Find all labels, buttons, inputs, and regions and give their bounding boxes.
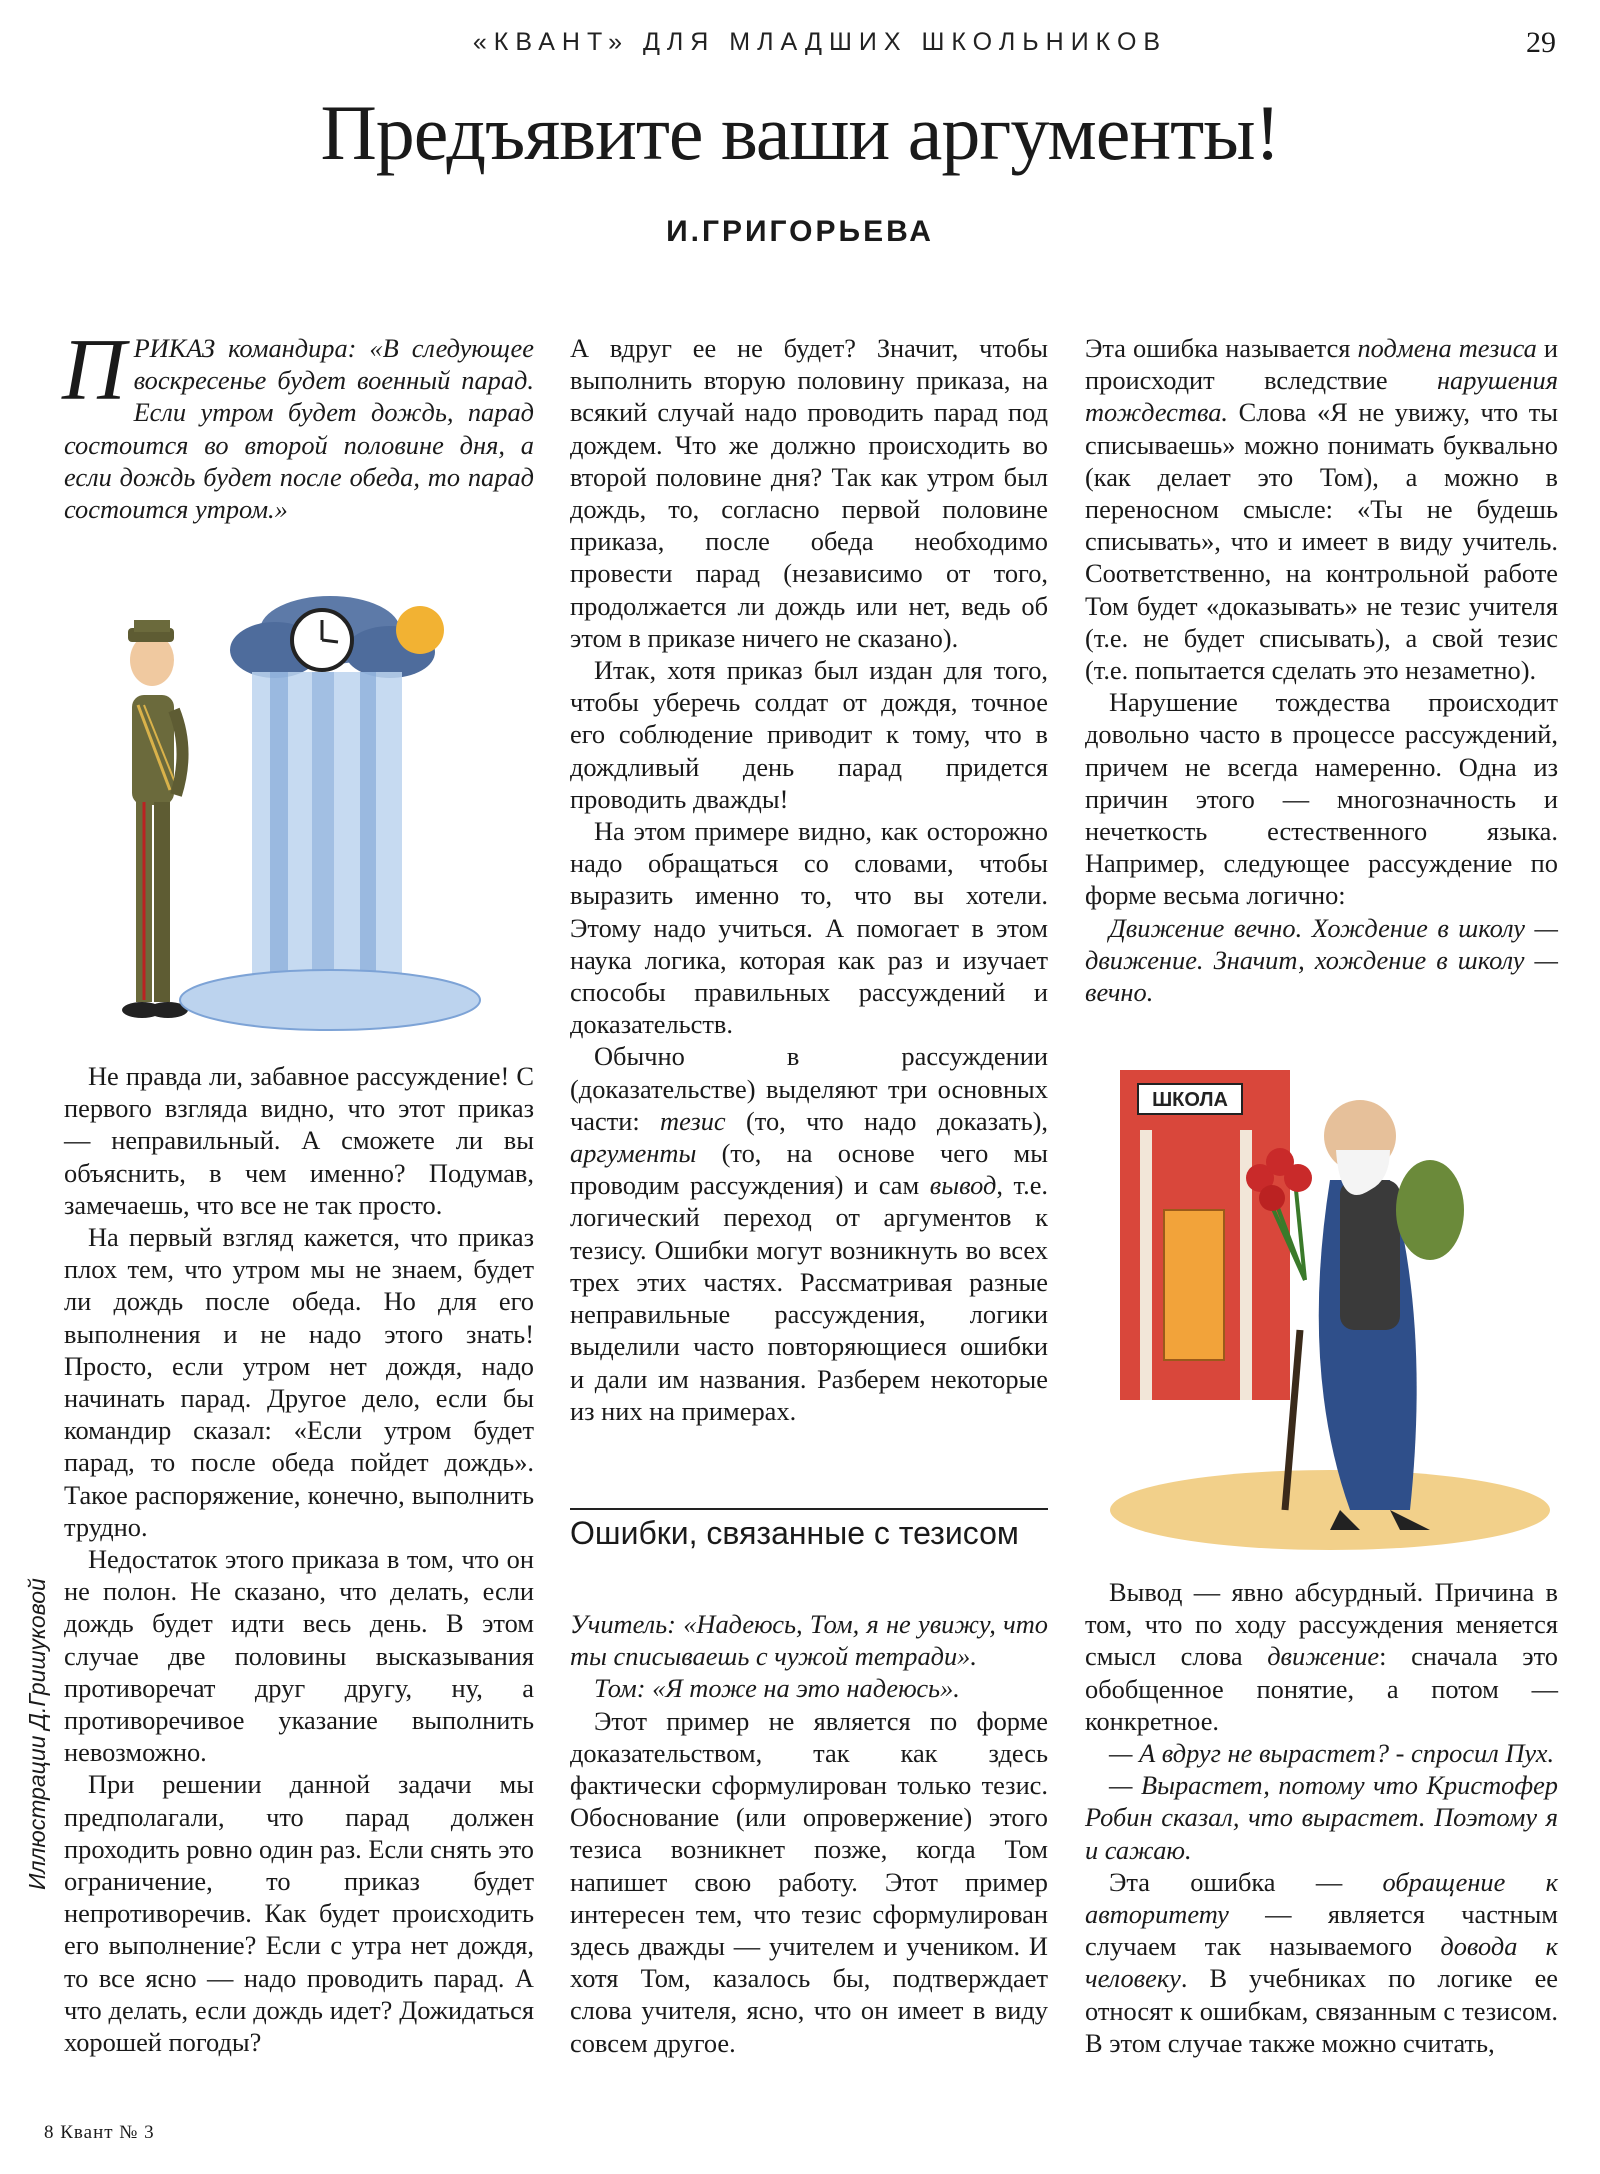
rain-cloud [180, 596, 480, 1030]
column-3-top [1085, 332, 1558, 1008]
soldier-rain-illustration [80, 590, 510, 1050]
quote-pooh: — А вдруг не вырастет? - спросил Пух. [1109, 1738, 1555, 1769]
school-sign: ШКОЛА [1152, 1089, 1228, 1111]
paragraph: Эта ошибка — обращение к авторитету — является частным случаем так называемого довода к человеку. В учебниках по логике ее относят к ошибкам, связанным с тезисом. В этом случае также можно считать, [1085, 1866, 1558, 2058]
section-heading: Ошибки, связанные с тезисом [570, 1515, 1019, 1551]
column-3-bottom [1085, 1576, 1558, 2059]
paragraph: Нарушение тождества происходит довольно часто в процессе рассуждений, причем не всегда намеренно. Одна из причин этого — многозначность и нечеткость естественного языка. Например, следующее рассуждение по форме весьма логично: [1085, 687, 1558, 911]
paragraph: Вывод — явно абсурдный. Причина в том, что по ходу рассуждения меняется смысл слова движение: сначала это обобщенное понятие, а потом — конкретное. [1085, 1577, 1558, 1736]
paragraph: Не правда ли, забавное рассуждение! С первого взгляда видно, что этот приказ — неправильный. А сможете ли вы объяснить, в чем именно? Подумав, замечаешь, что все не так просто. [64, 1061, 534, 1220]
paragraph: Итак, хотя приказ был издан для того, чтобы уберечь солдат от дождя, точное его соблюдение приводит к тому, что в дождливый день парад придется проводить дважды! [570, 655, 1048, 814]
paragraph: На первый взгляд кажется, что приказ плох тем, что утром мы не знаем, будет ли дождь после обеда. Но для его выполнения и не надо этого знать! Просто, если утром нет дождя, надо начинать парад. Другое дело, если бы командир сказал: «Если утром будет парад, то после обеда пойдет дождь». Такое распоряжение, конечно, выполнить трудно. [64, 1222, 534, 1542]
dialogue-teacher: Учитель: «Надеюсь, Том, я не увижу, что ты списываешь с чужой тетради». [570, 1609, 1048, 1672]
lead-paragraph: ПРИКАЗ командира: «В следующее воскресенье будет военный парад. Если утром будет дождь, парад состоится во второй половине дня, а если дождь будет после обеда, то парад состоится утром.» [62, 322, 534, 525]
column-1-bottom [64, 1060, 534, 2058]
column-1-top [62, 322, 534, 525]
page-footer: 8 Квант № 3 [44, 2122, 155, 2143]
article-title: Предъявите ваши аргументы! [320, 89, 1280, 176]
article-author: И.ГРИГОРЬЕВА [666, 215, 934, 248]
quote-pooh-reply: — Вырастет, потому что Кристофер Робин сказал, что вырастет. Поэтому я и сажаю. [1085, 1770, 1558, 1865]
column-2-bottom [570, 1608, 1048, 2059]
paragraph: Недостаток этого приказа в том, что он не полон. Не сказано, что делать, если дождь будет идти весь день. В этом случае две половины высказывания противоречат друг другу, ну, а противоречивое указание выполнить невозможно. [64, 1544, 534, 1768]
drop-cap: П [62, 322, 126, 419]
paragraph: А вдруг ее не будет? Значит, чтобы выполнить вторую половину приказа, на всякий случай надо проводить парад под дождем. Что же должно происходить во второй половине дня? Так как утром был дождь, то, согласно первой половине приказа, после обеда необходимо провести парад (независимо от того, продолжается ли дождь или нет, ведь об этом в приказе ничего не сказано). [570, 333, 1048, 653]
syllogism-example: Движение вечно. Хождение в школу — движение. Значит, хождение в школу — вечно. [1085, 912, 1558, 1008]
page-number: 29 [1526, 26, 1556, 59]
dialogue-tom: Том: «Я тоже на это надеюсь». [594, 1673, 960, 1704]
paragraph: На этом примере видно, как осторожно надо обращаться со словами, чтобы выразить именно то, что вы хотели. Этому надо учиться. А помогает в этом наука логика, которая как раз и изучает способы правильных рассуждений и доказательств. [570, 816, 1048, 1040]
column-2-top [570, 332, 1048, 1427]
paragraph: Эта ошибка называется подмена тезиса и происходит вследствие нарушения тождества. Слова «Я не увижу, что ты списываешь» можно понимать буквально (как делает это Том), а можно в переносном смысле: «Ты не будешь списывать», что и имеет в виду учитель. Соответственно, на контрольной работе Том будет «доказывать» не тезис учителя (т.е. не будет списывать), а свой тезис (т.е. попытается сделать это незаметно). [1085, 333, 1558, 686]
running-header: «КВАНТ» ДЛЯ МЛАДШИХ ШКОЛЬНИКОВ [472, 28, 1168, 56]
paragraph: Обычно в рассуждении (доказательстве) выделяют три основных части: тезис (то, что надо доказать), аргументы (то, на основе чего мы проводим рассуждения) и сам вывод, т.е. логический переход от аргументов к тезису. Ошибки могут возникнуть во всех трех этих частях. Рассматривая разные неправильные рассуждения, логики выделили часто повторяющиеся ошибки и дали им названия. Разберем некоторые из них на примерах. [570, 1041, 1049, 1426]
illustrator-credit: Иллюстрации Д.Гришуковой [24, 1578, 50, 1890]
school-illustration [1100, 1070, 1570, 1550]
section-rule [570, 1508, 1048, 1510]
paragraph: Этот пример не является по форме доказательством, так как здесь фактически сформулирован только тезис. Обоснование (или опровержение) этого тезиса возникнет позже, когда Том напишет свою работу. Этот пример интересен тем, что тезис сформулирован здесь дважды — учителем и учеником. И хотя Том, казалось бы, подтверждает слова учителя, ясно, что он имеет в виду совсем другое. [570, 1705, 1048, 2058]
soldier-figure [122, 620, 188, 1018]
paragraph: При решении данной задачи мы предполагали, что парад должен проходить ровно один раз. Если снять это ограничение, то приказ будет непротиворечив. Как будет происходить его выполнение? Если с утра нет дождя, то все ясно — надо проводить парад. А что делать, если дождь идет? Дожидаться хорошей погоды? [64, 1769, 534, 2058]
